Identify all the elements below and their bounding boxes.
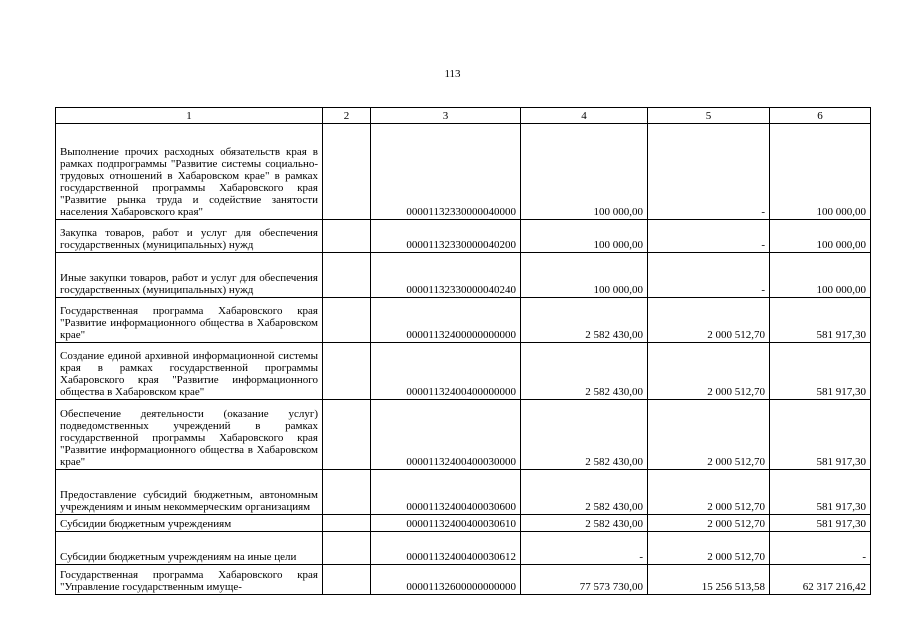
table-row [56,220,871,253]
table-row [56,470,871,515]
row-value-4: 100 000,00 [521,253,648,298]
row-value-5: 2 000 512,70 [648,470,770,515]
row-name: Закупка товаров, работ и услуг для обеспечения государственных (муниципальных) нужд [56,220,323,253]
row-name: Государственная программа Хабаровского края "Управление государственным имуще- [56,565,323,595]
row-code: 00001132400400030610 [371,515,521,532]
column-header-4: 4 [521,108,648,124]
row-value-4: 2 582 430,00 [521,298,648,343]
column-header-6: 6 [770,108,871,124]
row-col2 [323,532,371,565]
row-value-6: 100 000,00 [770,124,871,220]
row-value-6: 581 917,30 [770,298,871,343]
row-value-5: 2 000 512,70 [648,515,770,532]
table-row [56,532,871,565]
row-col2 [323,400,371,470]
row-name: Выполнение прочих расходных обязательств края в рамках подпрограммы "Развитие системы социально-трудовых отношений в Хабаровском крае" в рамках государственной программы Хабаровского края "Развитие рынка труда и содействие занятости населения Хабаровского края" [56,124,323,220]
row-name: Обеспечение деятельности (оказание услуг) подведомственных учреждений в рамках государственной программы Хабаровского края "Развитие информационного общества в Хабаровском крае" [56,400,323,470]
row-col2 [323,220,371,253]
table-row [56,343,871,400]
row-value-6: 581 917,30 [770,343,871,400]
row-value-5: 2 000 512,70 [648,343,770,400]
row-value-5: 15 256 513,58 [648,565,770,595]
row-value-6: 581 917,30 [770,515,871,532]
table-row [56,298,871,343]
row-value-4: 77 573 730,00 [521,565,648,595]
row-value-5: - [648,253,770,298]
column-header-1: 1 [56,108,323,124]
row-code: 00001132400000000000 [371,298,521,343]
row-name: Иные закупки товаров, работ и услуг для обеспечения государственных (муниципальных) нужд [56,253,323,298]
table-row [56,515,871,532]
column-header-3: 3 [371,108,521,124]
row-value-4: 2 582 430,00 [521,400,648,470]
row-value-4: 100 000,00 [521,124,648,220]
row-value-4: 2 582 430,00 [521,515,648,532]
row-name: Государственная программа Хабаровского края "Развитие информационного общества в Хабаровском крае" [56,298,323,343]
row-value-4: - [521,532,648,565]
table-row [56,124,871,220]
row-code: 00001132400400030600 [371,470,521,515]
row-name: Субсидии бюджетным учреждениям на иные цели [56,532,323,565]
column-header-5: 5 [648,108,770,124]
row-value-6: - [770,532,871,565]
row-name: Создание единой архивной информационной системы края в рамках государственной программы Хабаровского края "Развитие информационного общества в Хабаровском крае" [56,343,323,400]
page-number: 113 [444,68,461,80]
row-col2 [323,124,371,220]
row-value-5: 2 000 512,70 [648,400,770,470]
row-value-6: 581 917,30 [770,400,871,470]
row-value-6: 62 317 216,42 [770,565,871,595]
row-value-5: 2 000 512,70 [648,298,770,343]
row-name: Предоставление субсидий бюджетным, автономным учреждениям и иным некоммерческим организациям [56,470,323,515]
row-col2 [323,515,371,532]
row-col2 [323,470,371,515]
row-value-6: 100 000,00 [770,253,871,298]
row-col2 [323,253,371,298]
table-header-row [56,108,871,124]
row-value-5: 2 000 512,70 [648,532,770,565]
row-value-6: 100 000,00 [770,220,871,253]
column-header-2: 2 [323,108,371,124]
row-value-6: 581 917,30 [770,470,871,515]
row-name: Субсидии бюджетным учреждениям [56,515,323,532]
row-value-5: - [648,124,770,220]
table-row [56,253,871,298]
row-code: 00001132400400000000 [371,343,521,400]
table-row [56,400,871,470]
row-value-4: 2 582 430,00 [521,470,648,515]
row-value-4: 2 582 430,00 [521,343,648,400]
row-col2 [323,565,371,595]
row-code: 00001132330000040240 [371,253,521,298]
row-code: 00001132400400030000 [371,400,521,470]
row-code: 00001132330000040000 [371,124,521,220]
table-row [56,565,871,595]
budget-table [55,107,871,595]
row-code: 00001132330000040200 [371,220,521,253]
row-col2 [323,298,371,343]
row-col2 [323,343,371,400]
row-code: 00001132600000000000 [371,565,521,595]
row-code: 00001132400400030612 [371,532,521,565]
row-value-4: 100 000,00 [521,220,648,253]
row-value-5: - [648,220,770,253]
